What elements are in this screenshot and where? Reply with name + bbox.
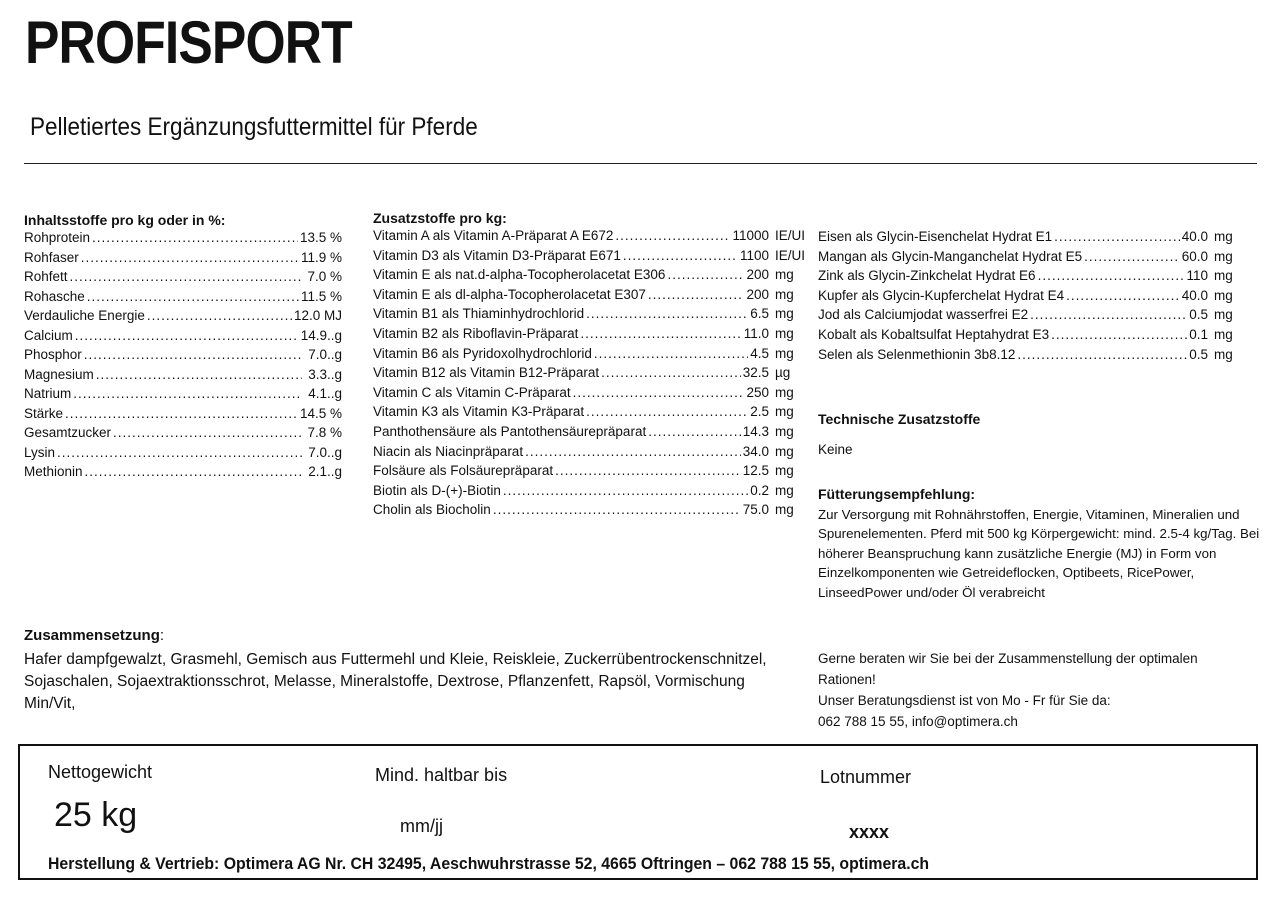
- list-item: [24, 328, 342, 348]
- item-name: Vitamin B6 als Pyridoxolhydrochlorid: [373, 345, 592, 361]
- item-name: Gesamtzucker: [24, 425, 112, 440]
- list-item: [24, 445, 342, 465]
- item-value: 250: [746, 384, 769, 400]
- netto-label: Nettogewicht: [48, 762, 153, 782]
- item-unit: mg: [775, 502, 794, 518]
- list-item: [818, 249, 1248, 269]
- dot-leader: [92, 230, 298, 245]
- dot-leader: [113, 425, 302, 440]
- list-item: [24, 347, 342, 367]
- beratung-line2: Unser Beratungsdienst ist von Mo - Fr für Sie da:: [818, 693, 1111, 708]
- item-value: 0.5: [1189, 307, 1208, 323]
- item-unit: mg: [1214, 326, 1233, 342]
- list-item: [818, 307, 1248, 327]
- item-name: Rohfett: [24, 269, 68, 284]
- item-value: 60.0: [1181, 248, 1208, 264]
- list-item: [24, 367, 342, 387]
- dot-leader: [1051, 327, 1187, 342]
- beratung-line1: Gerne beraten wir Sie bei der Zusammenstellung der optimalen Rationen!: [818, 651, 1198, 687]
- item-value: 4.5: [750, 345, 769, 361]
- dot-leader: [75, 328, 299, 343]
- dot-leader: [81, 250, 299, 265]
- zusammensetzung-text: Hafer dampfgewalzt, Grasmehl, Gemisch aus Futtermehl und Kleie, Reiskleie, Zuckerrübentrockenschnitzel, Sojaschalen, Sojaextraktionsschrot, Melasse, Mineralstoffe, Dextrose, Pflanzenfett, Rapsöl, Vormischung Min/Vit,: [24, 651, 767, 712]
- dot-leader: [87, 289, 299, 304]
- item-name: Vitamin D3 als Vitamin D3-Präparat E671: [373, 247, 621, 263]
- item-unit: IE/UI: [775, 228, 806, 243]
- item-name: Methionin: [24, 464, 83, 479]
- dot-leader: [1066, 288, 1180, 303]
- fuetterung-section: [818, 485, 1268, 602]
- item-name: Rohprotein: [24, 230, 91, 245]
- hersteller-text: Herstellung & Vertrieb: Optimera AG Nr. CH 32495, Aeschwuhrstrasse 52, 4665 Oftringen – 062 788 15 55, optimera.ch: [48, 854, 930, 873]
- dot-leader: [586, 404, 748, 419]
- list-item: [373, 248, 809, 268]
- list-item: [24, 464, 342, 484]
- dot-leader: [648, 424, 741, 439]
- item-value: 7.0..g: [308, 347, 342, 362]
- haltbar-value: mm/jj: [400, 816, 443, 836]
- item-unit: mg: [1214, 287, 1233, 303]
- item-value: 6.5: [750, 306, 769, 322]
- item-name: Kobalt als Kobaltsulfat Heptahydrat E3: [818, 326, 1050, 342]
- beratung-section: [818, 648, 1218, 732]
- item-name: Verdauliche Energie: [24, 308, 145, 323]
- item-unit: mg: [1214, 248, 1233, 264]
- list-item: [24, 250, 342, 270]
- item-value: 0.2: [750, 482, 769, 498]
- dot-leader: [580, 326, 741, 341]
- item-unit: mg: [775, 384, 794, 400]
- item-name: Folsäure als Folsäurepräparat: [373, 463, 554, 479]
- list-item: [24, 386, 342, 406]
- item-value: 11000: [732, 228, 769, 243]
- item-name: Cholin als Biocholin: [373, 502, 491, 518]
- item-name: Biotin als D-(+)-Biotin: [373, 482, 501, 498]
- dot-leader: [1038, 268, 1185, 283]
- item-value: 200: [746, 267, 769, 283]
- item-name: Rohfaser: [24, 249, 79, 265]
- zusatzstoffe-heading: Zusatzstoffe pro kg:: [373, 210, 507, 226]
- beratung-line3: 062 788 15 55, info@optimera.ch: [818, 714, 1018, 729]
- item-name: Mangan als Glycin-Manganchelat Hydrat E5: [818, 248, 1083, 264]
- divider: [24, 163, 1257, 164]
- list-item: [373, 404, 809, 424]
- item-unit: mg: [775, 482, 794, 498]
- list-item: [373, 287, 809, 307]
- item-name: Vitamin A als Vitamin A-Präparat A E672: [373, 228, 614, 243]
- info-box: [18, 744, 1258, 880]
- item-value: 1100: [739, 247, 769, 263]
- dot-leader: [147, 308, 292, 323]
- item-value: 40.0: [1181, 287, 1208, 303]
- list-item: [24, 269, 342, 289]
- dot-leader: [503, 483, 748, 498]
- item-value: 75.0: [742, 502, 769, 518]
- item-name: Rohasche: [24, 288, 85, 304]
- item-name: Zink als Glycin-Zinkchelat Hydrat E6: [818, 268, 1036, 284]
- zusammensetzung-colon: :: [159, 627, 165, 644]
- item-value: 4.1..g: [308, 386, 342, 401]
- item-unit: mg: [775, 267, 794, 283]
- item-unit: IE/UI: [775, 247, 806, 263]
- item-name: Kupfer als Glycin-Kupferchelat Hydrat E4: [818, 287, 1065, 303]
- list-item: [373, 326, 809, 346]
- haltbar-label: Mind. haltbar bis: [375, 765, 508, 785]
- item-name: Lysin: [24, 444, 56, 460]
- item-value: 32.5: [742, 365, 769, 381]
- list-item: [818, 288, 1248, 308]
- item-value: 7.0 %: [307, 269, 342, 284]
- item-value: 7.8 %: [307, 425, 342, 440]
- list-item: [24, 406, 342, 426]
- dot-leader: [525, 444, 741, 459]
- item-name: Vitamin E als dl-alpha-Tocopherolacetat E307: [373, 286, 646, 302]
- zusatzstoffe-section: [373, 210, 809, 522]
- product-subtitle: Pelletiertes Ergänzungsfuttermittel für Pferde: [30, 113, 478, 141]
- dot-leader: [96, 367, 302, 382]
- technische-section: [818, 410, 1268, 459]
- zusammensetzung-section: [24, 625, 784, 715]
- item-unit: mg: [775, 404, 794, 420]
- item-name: Vitamin B12 als Vitamin B12-Präparat: [373, 365, 600, 381]
- lot-value: xxxx: [849, 822, 890, 842]
- item-unit: mg: [775, 463, 794, 479]
- item-unit: mg: [775, 443, 794, 459]
- item-name: Vitamin C als Vitamin C-Präparat: [373, 384, 571, 400]
- list-item: [818, 327, 1248, 347]
- item-unit: mg: [775, 345, 794, 361]
- dot-leader: [555, 463, 741, 478]
- technische-text: Keine: [818, 441, 853, 457]
- item-unit: mg: [775, 286, 794, 302]
- item-unit: mg: [775, 423, 794, 439]
- item-unit: mg: [775, 325, 794, 341]
- item-name: Calcium: [24, 327, 73, 343]
- zusammensetzung-heading: Zusammensetzung: [24, 627, 160, 644]
- dot-leader: [70, 269, 302, 284]
- product-title: PROFISPORT: [25, 9, 352, 76]
- item-value: 3.3..g: [308, 366, 342, 382]
- item-name: Panthothensäure als Pantothensäurepräparat: [373, 423, 647, 439]
- list-item: [373, 365, 809, 385]
- technische-heading: Technische Zusatzstoffe: [818, 411, 981, 427]
- list-item: [818, 229, 1248, 249]
- lot-label: Lotnummer: [820, 767, 912, 787]
- item-value: 0.1: [1189, 326, 1208, 342]
- item-name: Stärke: [24, 405, 64, 421]
- list-item: [373, 483, 809, 503]
- list-item: [818, 268, 1248, 288]
- inhaltsstoffe-heading: Inhaltsstoffe pro kg oder in %:: [24, 212, 226, 228]
- item-name: Natrium: [24, 386, 72, 401]
- item-unit: mg: [775, 306, 794, 322]
- list-item: [24, 289, 342, 309]
- item-unit: mg: [1214, 307, 1233, 323]
- list-item: [373, 502, 809, 522]
- dot-leader: [1030, 307, 1187, 322]
- item-value: 11.9 %: [300, 249, 342, 265]
- list-item: [373, 267, 809, 287]
- dot-leader: [65, 406, 298, 421]
- item-value: 0.5: [1189, 346, 1208, 362]
- item-value: 11.5 %: [300, 288, 342, 304]
- list-item: [373, 306, 809, 326]
- item-value: 14.5 %: [299, 405, 342, 421]
- item-value: 2.1..g: [308, 464, 342, 479]
- dot-leader: [1054, 229, 1180, 244]
- item-value: 14.3: [742, 423, 769, 439]
- dot-leader: [85, 464, 302, 479]
- dot-leader: [667, 267, 744, 282]
- dot-leader: [1017, 347, 1187, 362]
- item-value: 2.5: [750, 404, 769, 420]
- item-value: 110: [1186, 268, 1208, 284]
- dot-leader: [573, 385, 745, 400]
- list-item: [373, 346, 809, 366]
- minerals-section: [818, 229, 1248, 366]
- list-item: [24, 425, 342, 445]
- dot-leader: [623, 248, 738, 263]
- dot-leader: [57, 445, 302, 460]
- list-item: [373, 228, 809, 248]
- item-value: 40.0: [1181, 229, 1208, 244]
- item-name: Vitamin E als nat.d-alpha-Tocopherolacetat E306: [373, 267, 666, 283]
- item-value: 34.0: [742, 443, 769, 459]
- item-name: Vitamin B1 als Thiaminhydrochlorid: [373, 306, 585, 322]
- item-name: Niacin als Niacinpräparat: [373, 443, 524, 459]
- netto-value: 25 kg: [54, 796, 138, 834]
- item-value: 200: [746, 286, 769, 302]
- dot-leader: [493, 502, 741, 517]
- item-name: Vitamin K3 als Vitamin K3-Präparat: [373, 404, 585, 420]
- item-value: 7.0..g: [308, 444, 342, 460]
- item-name: Jod als Calciumjodat wasserfrei E2: [818, 307, 1029, 323]
- item-unit: mg: [1214, 268, 1233, 284]
- list-item: [373, 385, 809, 405]
- dot-leader: [1084, 249, 1180, 264]
- item-value: 12.0 MJ: [293, 308, 342, 323]
- item-value: 14.9..g: [300, 327, 342, 343]
- item-value: 12.5: [742, 463, 769, 479]
- item-value: 13.5 %: [299, 230, 342, 245]
- dot-leader: [648, 287, 745, 302]
- item-name: Selen als Selenmethionin 3b8.12: [818, 346, 1016, 362]
- item-value: 11.0: [743, 325, 769, 341]
- dot-leader: [601, 365, 741, 380]
- dot-leader: [586, 306, 748, 321]
- list-item: [373, 444, 809, 464]
- item-name: Phosphor: [24, 347, 82, 362]
- dot-leader: [84, 347, 302, 362]
- item-name: Eisen als Glycin-Eisenchelat Hydrat E1: [818, 229, 1053, 244]
- dot-leader: [594, 346, 748, 361]
- list-item: [373, 424, 809, 444]
- list-item: [818, 347, 1248, 367]
- inhaltsstoffe-section: [24, 212, 342, 484]
- dot-leader: [73, 386, 302, 401]
- item-unit: mg: [1214, 346, 1233, 362]
- fuetterung-heading: Fütterungsempfehlung:: [818, 486, 976, 502]
- fuetterung-text: Zur Versorgung mit Rohnährstoffen, Energie, Vitaminen, Mineralien und Spurenelementen. Pferd mit 500 kg Körpergewicht: mind. 2.5-4 kg/Tag. Bei höherer Beanspruchung kann zusätzliche Energie (MJ) in Form von Einzelkomponenten wie Getreideflocken, Optibeets, RicePower, LinseedPower und/oder Öl verabreicht: [818, 506, 1260, 600]
- item-name: Vitamin B2 als Riboflavin-Präparat: [373, 325, 579, 341]
- list-item: [373, 463, 809, 483]
- item-name: Magnesium: [24, 366, 94, 382]
- item-unit: µg: [775, 365, 791, 381]
- item-unit: mg: [1214, 229, 1233, 244]
- dot-leader: [615, 228, 730, 243]
- list-item: [24, 308, 342, 328]
- list-item: [24, 230, 342, 250]
